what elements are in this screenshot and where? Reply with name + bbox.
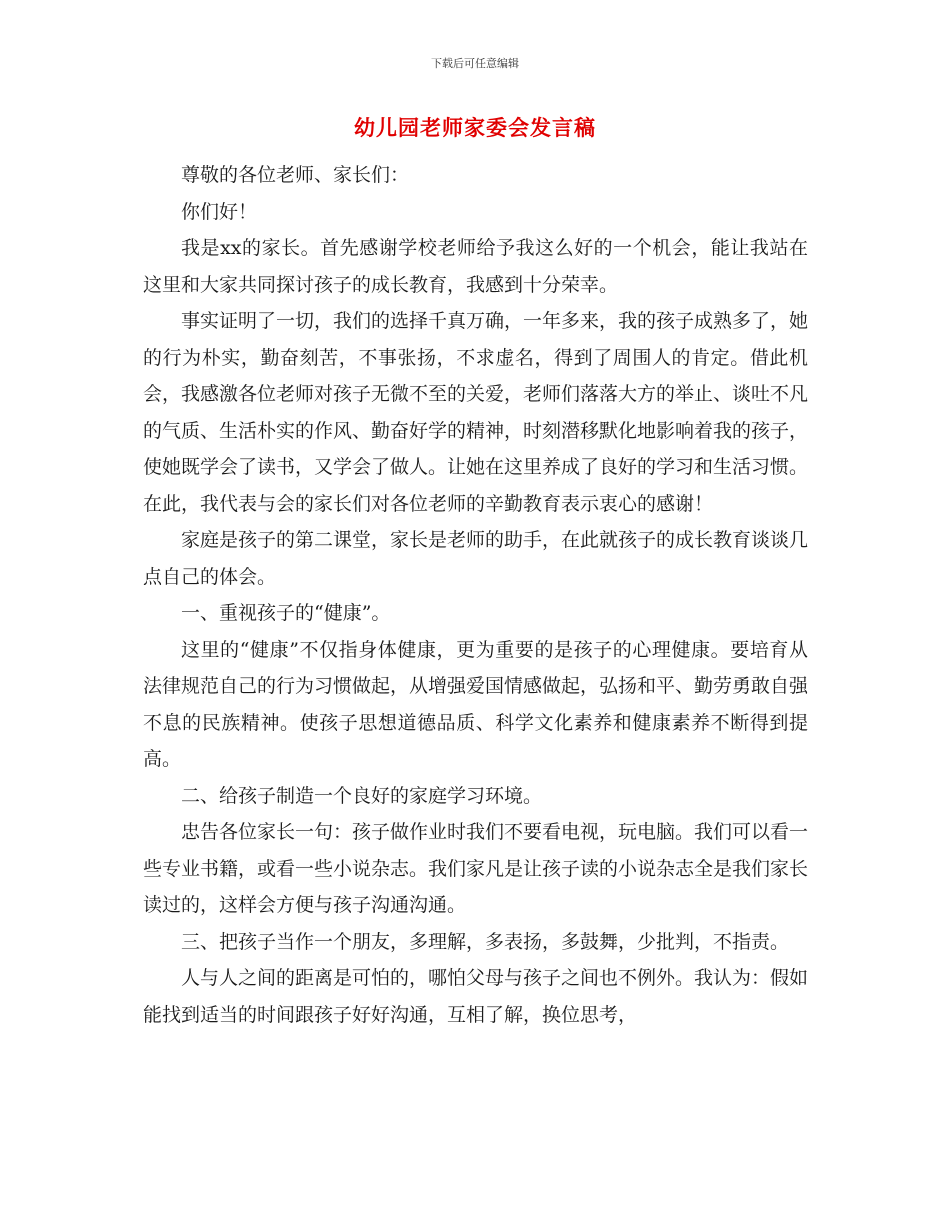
- paragraph: 我是xx的家长。首先感谢学校老师给予我这么好的一个机会，能让我站在这里和大家共同探讨孩子的成长教育，我感到十分荣幸。: [143, 237, 808, 296]
- section-heading: 二、给孩子制造一个良好的家庭学习环境。: [181, 784, 543, 807]
- document-title: 幼儿园老师家委会发言稿: [354, 116, 596, 140]
- paragraph: 忠告各位家长一句：孩子做作业时我们不要看电视，玩电脑。我们可以看一些专业书籍，或看一些小说杂志。我们家凡是让孩子读的小说杂志全是我们家长读过的，这样会方便与孩子沟通沟通。: [143, 821, 809, 916]
- section-heading: 三、把孩子当作一个朋友，多理解，多表扬，多鼓舞，少批判，不指责。: [181, 930, 790, 953]
- paragraph: 人与人之间的距离是可怕的，哪怕父母与孩子之间也不例外。我认为：假如能找到适当的时间跟孩子好好沟通，互相了解，换位思考，: [143, 967, 809, 1026]
- paragraph: 家庭是孩子的第二课堂，家长是老师的助手，在此就孩子的成长教育谈谈几点自己的体会。: [143, 529, 809, 588]
- paragraph: 你们好！: [181, 200, 258, 223]
- document-body: [143, 157, 808, 1033]
- paragraph: 这里的“健康”不仅指身体健康，更为重要的是孩子的心理健康。要培育从法律规范自己的行为习惯做起，从增强爱国情感做起，弘扬和平、勤劳勇敢自强不息的民族精神。使孩子思想道德品质、科学文化素养和健康素养不断得到提高。: [143, 638, 809, 770]
- paragraph: 尊敬的各位老师、家长们：: [181, 164, 410, 186]
- section-heading: 一、重视孩子的“健康”。: [181, 602, 391, 624]
- paragraph: 事实证明了一切，我们的选择千真万确，一年多来，我的孩子成熟多了，她的行为朴实，勤奋刻苦，不事张扬，不求虚名，得到了周围人的肯定。借此机会，我感激各位老师对孩子无微不至的关爱，老师们落落大方的举止、谈吐不凡的气质、生活朴实的作风、勤奋好学的精神，时刻潜移默化地影响着我的孩子，使她既学会了读书，又学会了做人。让她在这里养成了良好的学习和生活习惯。在此，我代表与会的家长们对各位老师的辛勤教育表示衷心的感谢！: [143, 310, 809, 515]
- header-note: 下载后可任意编辑: [431, 57, 519, 70]
